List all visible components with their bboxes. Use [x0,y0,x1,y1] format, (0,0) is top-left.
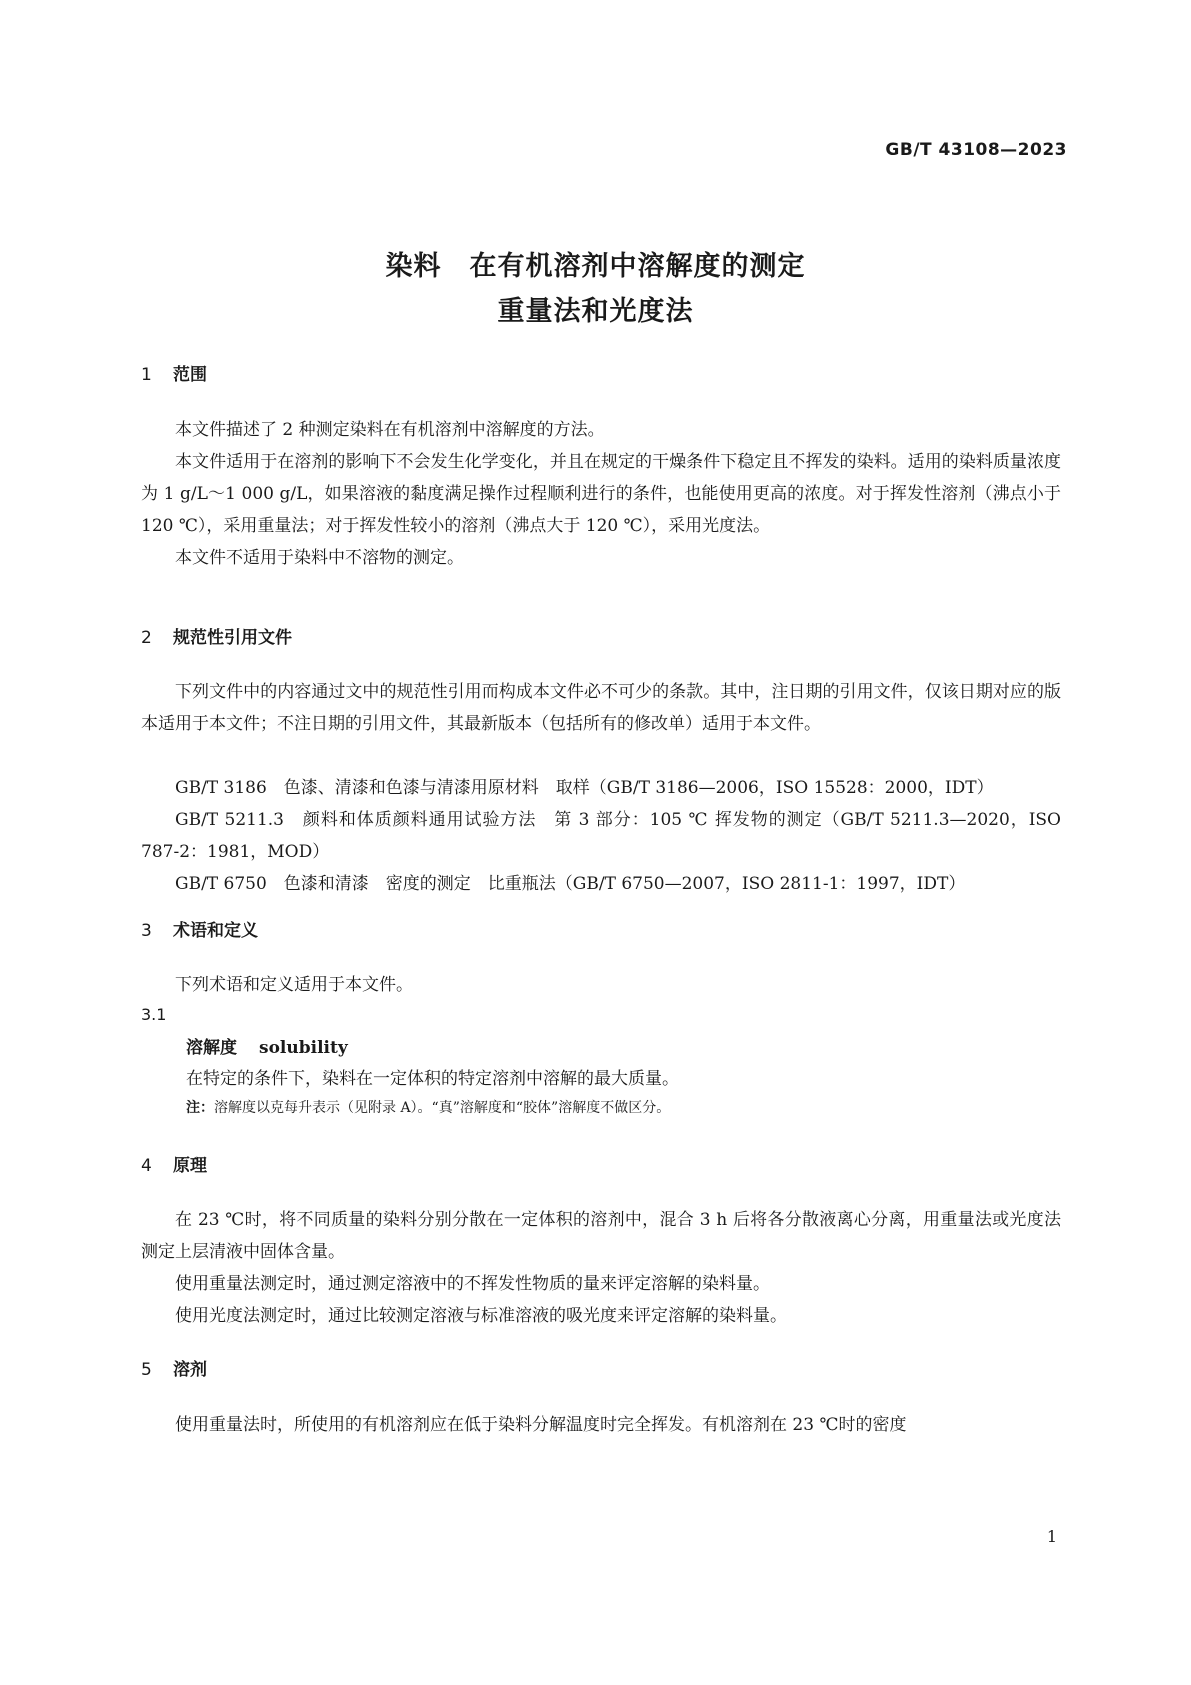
document-title-line1: 染料 在有机溶剂中溶解度的测定 [385,251,806,282]
normative-reference: GB/T 6750 色漆和清漆 密度的测定 比重瓶法（GB/T 6750—2007，ISO 2811-1：1997，IDT） [175,874,966,894]
section-number: 5 [141,1360,152,1380]
section-number: 3 [141,921,152,941]
section-5-heading [141,1355,207,1380]
term-note [186,1097,670,1117]
note-label: 注： [186,1100,214,1116]
paragraph: 下列文件中的内容通过文中的规范性引用而构成本文件必不可少的条款。其中，注日期的引用文件，仅该日期对应的版本适用于本文件；不注日期的引用文件，其最新版本（包括所有的修改单）适用于本文件。 [141,682,1061,734]
section-2-heading [141,623,292,648]
section-title: 范围 [173,365,207,385]
term-chinese: 溶解度 [186,1038,237,1058]
section-4-heading [141,1151,207,1176]
term-entry [186,1033,348,1058]
section-1-body [141,414,1061,574]
section-title: 溶剂 [173,1360,207,1380]
section-5-body [141,1409,1061,1441]
section-2-body [141,676,1061,740]
section-title: 规范性引用文件 [173,628,292,648]
standard-code: GB/T 43108—2023 [885,140,1067,160]
section-number: 1 [141,365,152,385]
paragraph: 本文件不适用于染料中不溶物的测定。 [175,548,464,568]
section-3-body [141,969,1061,1001]
section-4-body [141,1204,1061,1332]
normative-reference: GB/T 5211.3 颜料和体质颜料通用试验方法 第 3 部分：105 ℃ 挥发物的测定（GB/T 5211.3—2020，ISO 787-2：1981，MOD） [141,810,1061,862]
section-1-heading [141,360,207,385]
note-text: 溶解度以克每升表示（见附录 A）。“真”溶解度和“胶体”溶解度不做区分。 [214,1100,671,1116]
section-number: 4 [141,1156,152,1176]
term-english: solubility [259,1038,348,1058]
section-number: 2 [141,628,152,648]
page-number: 1 [1046,1527,1057,1546]
normative-reference: GB/T 3186 色漆、清漆和色漆与清漆用原材料 取样（GB/T 3186—2006，ISO 15528：2000，IDT） [175,778,994,798]
paragraph: 下列术语和定义适用于本文件。 [175,975,413,995]
section-3-heading [141,916,258,941]
section-title: 原理 [173,1156,207,1176]
paragraph: 本文件适用于在溶剂的影响下不会发生化学变化，并且在规定的干燥条件下稳定且不挥发的染料。适用的染料质量浓度为 1 g/L～1 000 g/L，如果溶液的黏度满足操作过程顺利进行的条件，也能使用更高的浓度。对于挥发性溶剂（沸点小于 120 ℃），采用重量法；对于挥发性较小的溶剂（沸点大于 120 ℃），采用光度法。 [141,452,1061,536]
paragraph: 本文件描述了 2 种测定染料在有机溶剂中溶解度的方法。 [175,420,605,440]
paragraph: 使用重量法测定时，通过测定溶液中的不挥发性物质的量来评定溶解的染料量。 [175,1274,770,1294]
clause-number: 3.1 [141,1005,167,1024]
document-title-line2: 重量法和光度法 [497,296,694,327]
term-definition: 在特定的条件下，染料在一定体积的特定溶剂中溶解的最大质量。 [186,1069,679,1089]
paragraph: 使用光度法测定时，通过比较测定溶液与标准溶液的吸光度来评定溶解的染料量。 [175,1306,787,1326]
paragraph: 在 23 ℃时，将不同质量的染料分别分散在一定体积的溶剂中，混合 3 h 后将各分散液离心分离，用重量法或光度法测定上层清液中固体含量。 [141,1210,1061,1262]
section-title: 术语和定义 [173,921,258,941]
paragraph: 使用重量法时，所使用的有机溶剂应在低于染料分解温度时完全挥发。有机溶剂在 23 ℃时的密度 [175,1415,907,1435]
